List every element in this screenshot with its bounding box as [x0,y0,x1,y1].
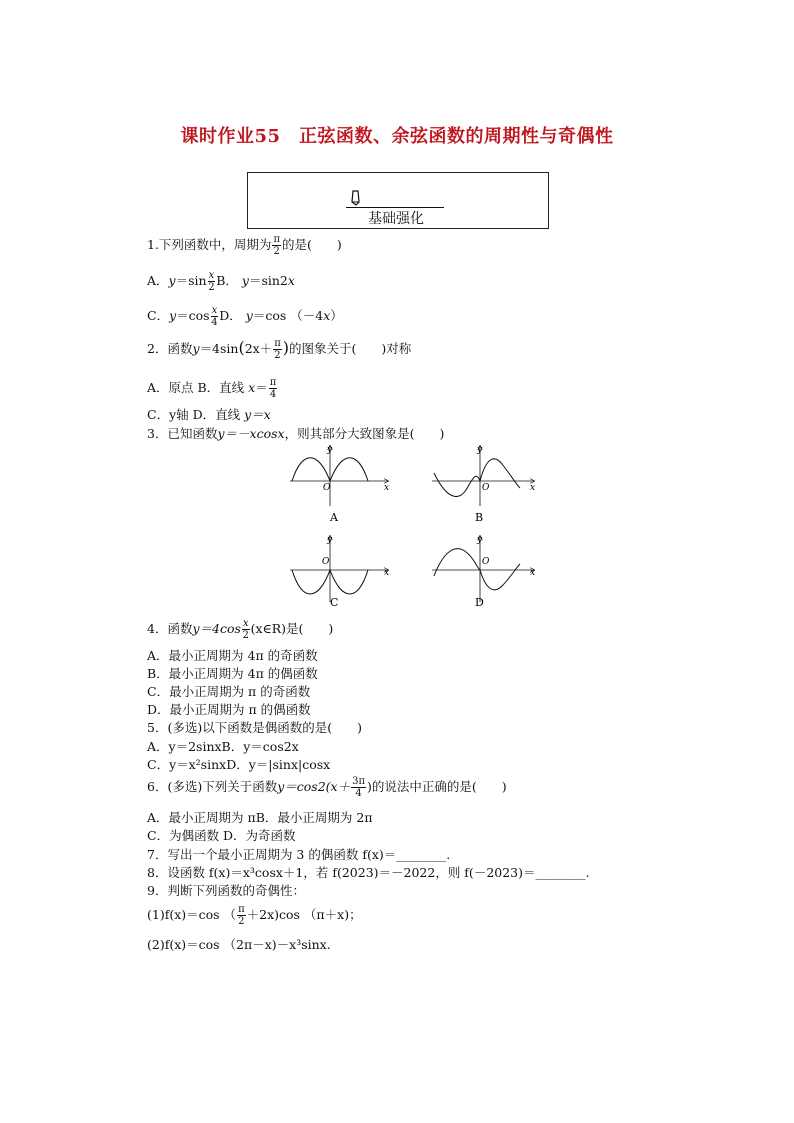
graph-a-origin: O [323,483,331,493]
graph-a-label: A [330,511,338,524]
question-3-graphs [280,440,550,615]
section-label: 基础强化 [368,211,424,227]
question-5-stem: 5．(多选)以下函数是偶函数的是( ) [147,720,362,735]
question-4-stem: 4．函数y＝4cos $\frac{x}{2}$ (x∈R)是( ) [147,618,334,641]
question-4-option-a: A．最小正周期为 4π 的奇函数 [147,648,318,663]
question-2-options-cd: C．y轴 D．直线 y＝x [147,407,271,422]
graph-b[interactable] [432,445,535,524]
question-7: 7．写出一个最小正周期为 3 的偶函数 f(x)＝________. [147,847,451,862]
question-4-option-c: C．最小正周期为 π 的奇函数 [147,684,311,699]
graph-c[interactable] [290,535,389,609]
graph-a-x-label: x [384,483,390,493]
graph-b-origin: O [482,483,490,493]
graph-a-y-label: y [327,445,333,455]
question-9-stem: 9．判断下列函数的奇偶性： [147,883,305,898]
question-2-stem: 2．函数y＝4sin(2x＋ $\frac{\pi}{2}$ )的图象关于( )对称 [147,338,412,361]
graph-d[interactable] [432,535,535,609]
question-4-option-d: D．最小正周期为 π 的偶函数 [147,702,311,717]
question-9-part-2: (2)f(x)＝cos （2π－x)－x³sinx. [147,937,331,952]
question-1-options-cd: C．y＝cos $\frac{x}{4}$ D． y＝cos （－4x） [147,305,343,328]
question-6-stem: 6．(多选)下列关于函数y＝cos2(x＋ $\frac{3\pi}{4}$ )的说法中正确的是( ) [147,776,507,799]
question-8: 8．设函数 f(x)＝x³cosx＋1，若 f(2023)＝－2022，则 f(－2023)＝________. [147,865,590,880]
question-3-stem: 3．已知函数y＝－xcosx，则其部分大致图象是( ) [147,426,445,441]
graph-c-y-label: y [327,535,333,545]
question-1-stem: 1.下列函数中，周期为 $\frac{\pi}{2}$ 的是( ) [147,234,342,257]
graph-b-y-label: y [477,445,483,455]
question-4-option-b: B．最小正周期为 4π 的偶函数 [147,666,318,681]
question-6-options-cd: C．为偶函数 D．为奇函数 [147,828,296,843]
graph-d-origin: O [482,557,490,567]
graph-b-label: B [475,511,484,524]
graph-c-label: C [330,596,339,609]
question-1-options-ab: A．y＝sin $\frac{x}{2}$ B． y＝sin2x [147,270,295,293]
question-6-options-ab: A．最小正周期为 πB．最小正周期为 2π [147,810,373,825]
question-5-options-ab: A．y＝2sinxB．y＝cos2x [147,739,299,754]
question-2-options-ab: A．原点 B．直线 x＝ $\frac{\pi}{4}$ [147,377,277,400]
question-5-options-cd: C．y＝x²sinxD．y＝|sinx|cosx [147,757,331,772]
page-title: 课时作业55 正弦函数、余弦函数的周期性与奇偶性 [180,126,614,147]
graph-d-x-label: x [530,568,536,578]
graph-d-label: D [475,596,484,609]
graph-c-origin: O [322,557,330,567]
graph-b-x-label: x [530,483,536,493]
graph-c-x-label: x [384,568,390,578]
question-9-part-1: (1)f(x)＝cos （ $\frac{\pi}{2}$ ＋2x)cos （π＋x)； [147,904,362,927]
graph-a[interactable] [290,445,389,524]
graph-d-y-label: y [477,535,483,545]
